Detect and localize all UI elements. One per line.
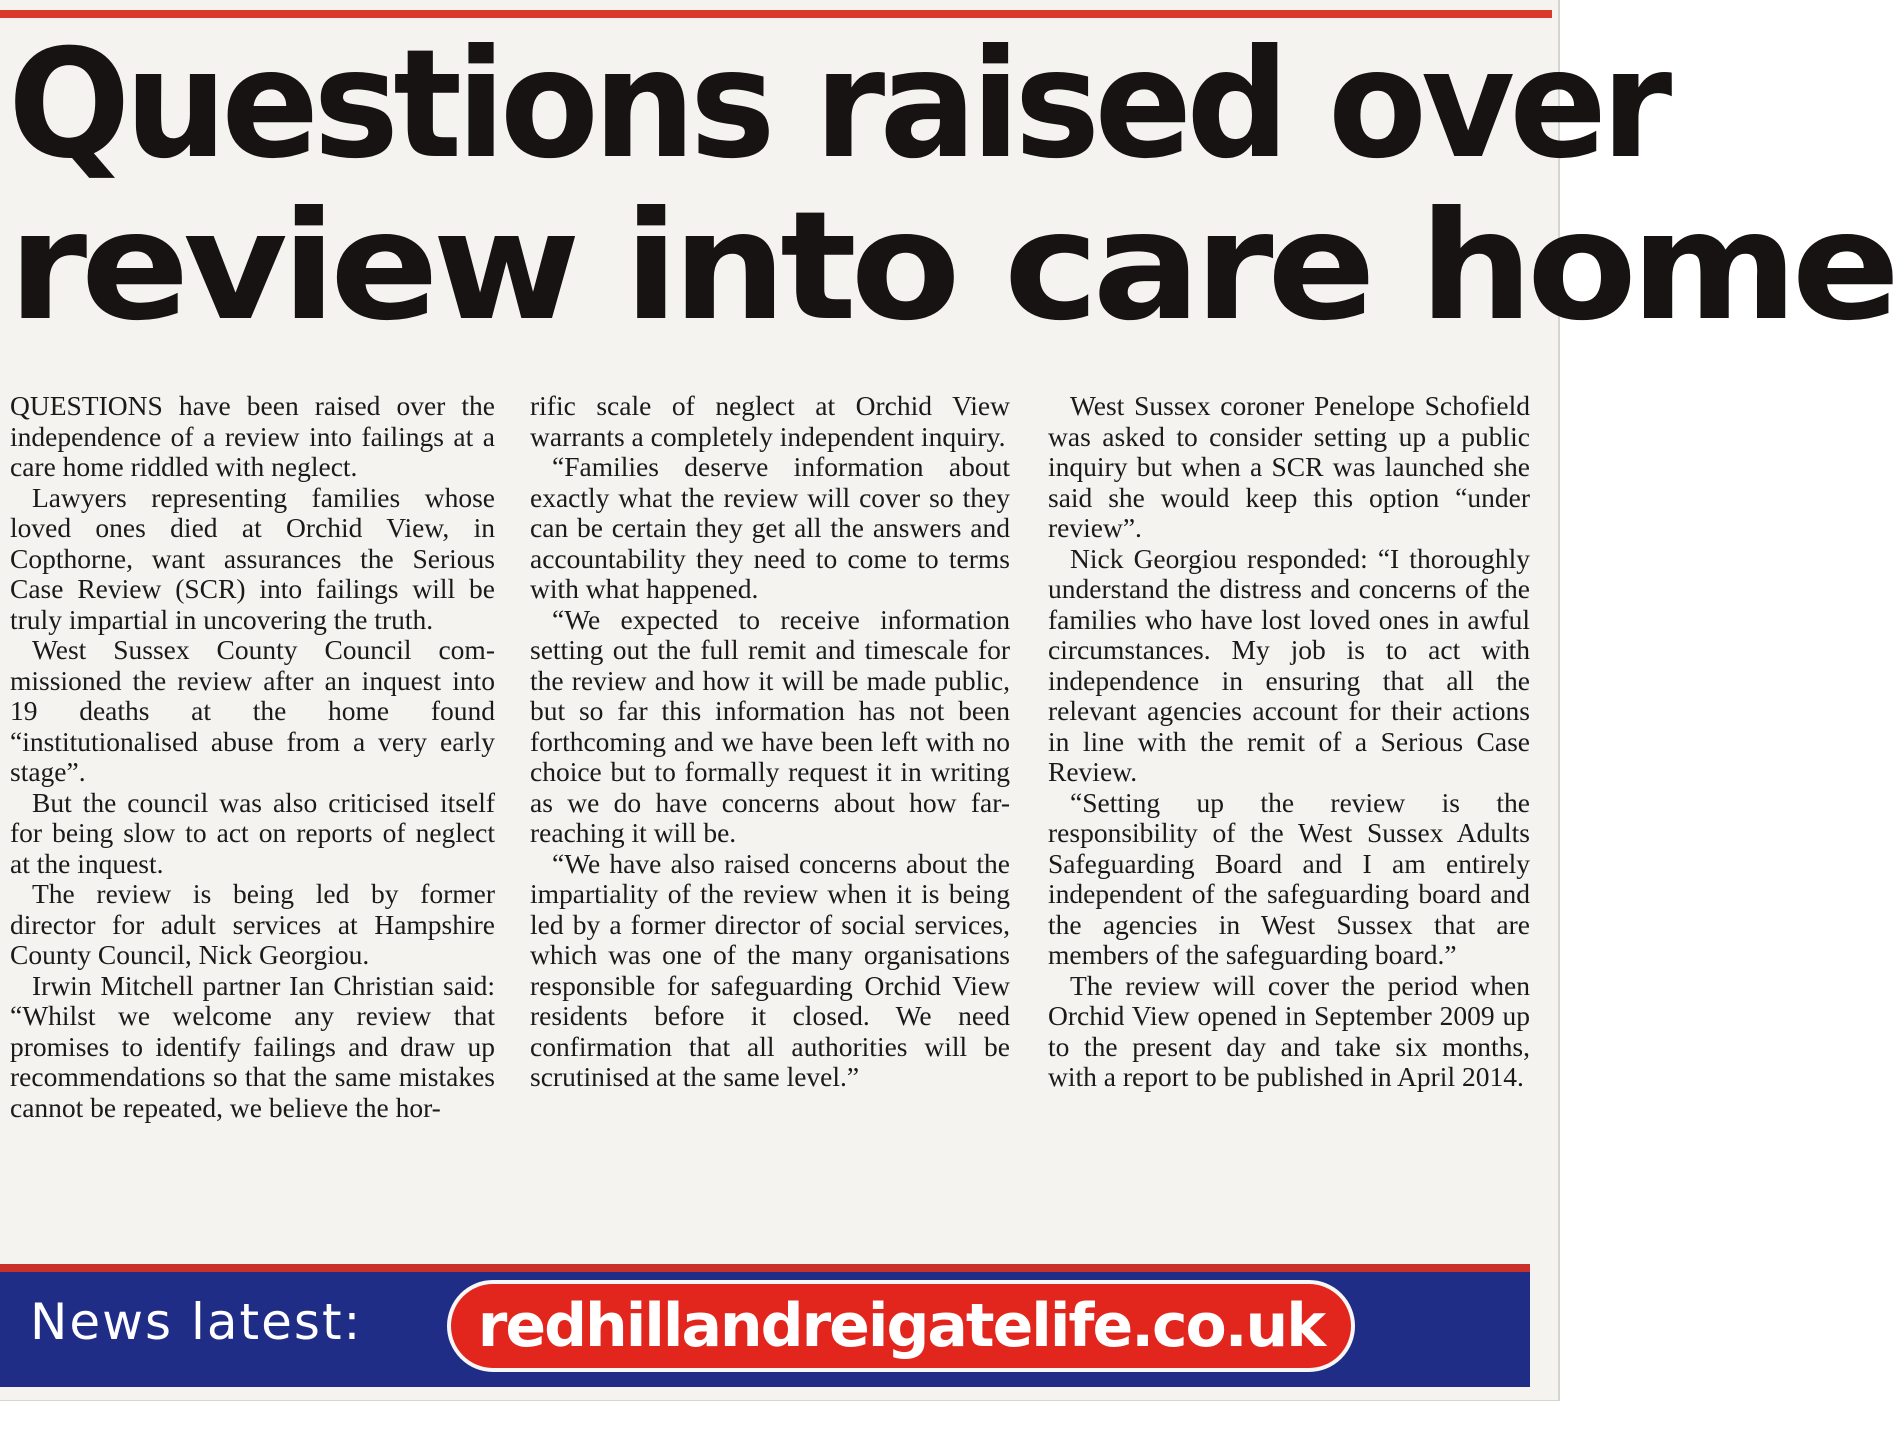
article-paragraph: “We have also raised concerns about the impartiality of the review when it is being led by a former director of social services, which was one of the many organisations responsible for safeguarding Orchid View residents before it closed. We need confirmation that all authorities will be scrutinised at the same level.”	[530, 847, 1010, 1092]
article-paragraph: QUESTIONS have been raised over the independence of a review into failings at a care home riddled with neglect.	[10, 390, 495, 482]
article-column-1	[10, 391, 495, 1251]
article-column-3	[1048, 391, 1530, 1251]
article-paragraph: Irwin Mitchell partner Ian Christian said: “Whilst we welcome any review that promises to identify failings and draw up recommendations so that the same mistakes cannot be repeated, we believe the hor-	[10, 969, 495, 1123]
footer-banner	[0, 1264, 1530, 1387]
article-paragraph: “We expected to receive information setting out the full remit and timescale for the review and how it will be made public, but so far this information has not been forthcoming and we have been left with no choice but to formally request it in writing as we do have concerns about how far-reaching it will be.	[530, 603, 1010, 848]
article-paragraph: West Sussex coroner Penelope Schofield was asked to consider setting up a public inquiry but when a SCR was launched she said she would keep this option “under review”.	[1048, 390, 1530, 543]
article-paragraph: West Sussex County Council commissioned the review after an inquest into 19 deaths at the home found “institutionalised abuse from a very early stage”.	[10, 634, 495, 787]
article-paragraph: “Families deserve information about exactly what the review will cover so they can be certain they get all the answers and accountability they need to come to terms with what happened.	[530, 451, 1010, 604]
article-paragraph: “Setting up the review is the responsibility of the West Sussex Adults Safeguarding Board and I am entirely independent of the safeguarding board and the agencies in West Sussex that are members of the safeguarding board.”	[1048, 786, 1530, 970]
article-paragraph: Nick Georgiou responded: “I thoroughly understand the distress and concerns of the families who have lost loved ones in awful circumstances. My job is to act with independence in ensuring that all the relevant agencies account for their actions in line with the remit of a Serious Case Review.	[1048, 542, 1530, 787]
top-red-rule	[0, 10, 1552, 18]
article-paragraph: The review is being led by former director for adult services at Hampshire County Council, Nick Georgiou.	[10, 878, 495, 970]
headline-line-1: Questions raised over	[8, 18, 1667, 192]
footer-label: News latest:	[30, 1293, 363, 1351]
website-link-pill[interactable]	[447, 1280, 1355, 1372]
article-paragraph: rific scale of neglect at Orchid View warrants a completely independent inquiry.	[530, 390, 1010, 452]
article-body	[10, 391, 1555, 1251]
article-paragraph: Lawyers representing families whose loved ones died at Orchid View, in Copthorne, want assurances the Serious Case Review (SCR) into failings will be truly impartial in uncovering the truth.	[10, 481, 495, 635]
article-paragraph: The review will cover the period when Orchid View opened in September 2009 up to the present day and take six months, with a report to be published in April 2014.	[1048, 969, 1530, 1092]
article-paragraph: But the council was also criticised itself for being slow to act on reports of neglect at the inquest.	[10, 786, 495, 879]
headline	[8, 18, 1894, 354]
article-column-2	[530, 391, 1010, 1251]
headline-line-2: review into care home	[8, 180, 1894, 354]
website-url[interactable]: redhillandreigatelife.co.uk	[477, 1291, 1325, 1361]
